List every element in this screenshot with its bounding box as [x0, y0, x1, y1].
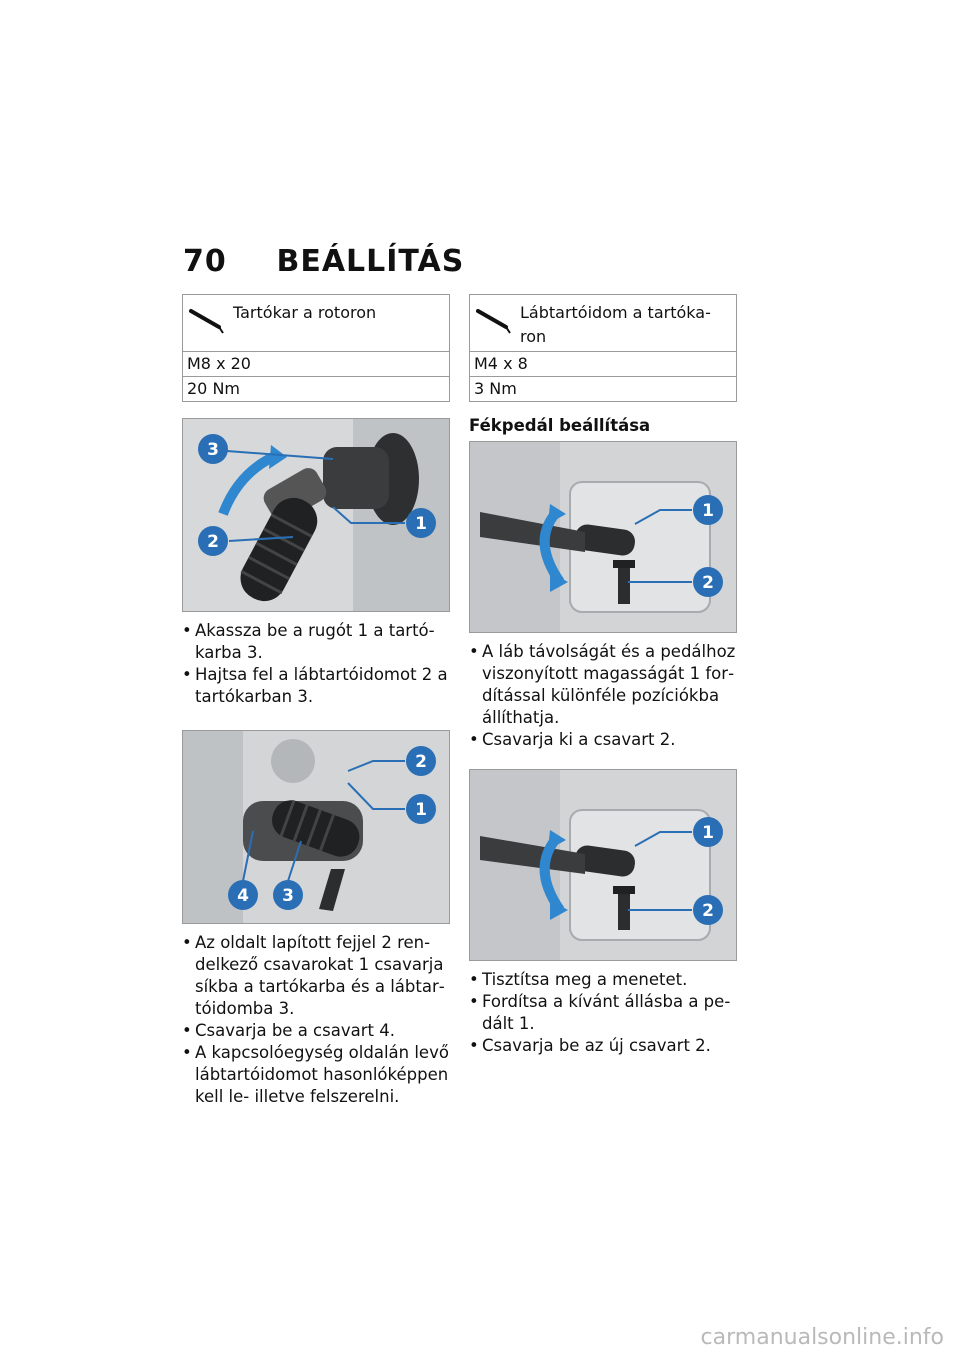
- page-header: [183, 244, 464, 279]
- callout-2: 2: [415, 752, 427, 772]
- right-column: [469, 294, 737, 1057]
- callout-3: 3: [282, 886, 294, 906]
- step-list-1: [182, 620, 450, 708]
- torque-wrench-icon: [189, 307, 229, 335]
- step-item: • Tisztítsa meg a menetet.: [469, 969, 737, 991]
- step-item: • Csavarja be az új csavart 2.: [469, 1035, 737, 1057]
- footrest-screws-figure: [182, 730, 450, 924]
- step-item: • Csavarja be a csavart 4.: [182, 1020, 450, 1042]
- spec-title-row: [470, 295, 736, 352]
- step-item: • Hajtsa fel a lábtartóidomot 2 a tartókarban 3.: [182, 664, 450, 708]
- spec-size: M4 x 8: [474, 354, 528, 373]
- callout-4: 4: [237, 886, 249, 906]
- callout-1: 1: [702, 501, 714, 521]
- step-item: • A láb távolságát és a pedálhoz viszonyított magasságát 1 fordítással különféle pozíciókba állíthatja.: [469, 641, 737, 729]
- step-item: • Fordítsa a kívánt állásba a pedált 1.: [469, 991, 737, 1035]
- spec-size: M8 x 20: [187, 354, 251, 373]
- callout-1: 1: [415, 800, 427, 820]
- step-list-3: [469, 641, 737, 751]
- spec-title: Lábtartóidom a tartókaron: [520, 303, 711, 346]
- callout-2: 2: [702, 573, 714, 593]
- brake-pedal-figure-1: [469, 441, 737, 633]
- callout-1: 1: [415, 514, 427, 534]
- brake-pedal-illustration-1: [470, 442, 736, 632]
- step-item: • Az oldalt lapított fejjel 2 rendelkező csavarokat 1 csavarja síkba a tartókarba és a lábtartóidomba 3.: [182, 932, 450, 1020]
- section-title: BEÁLLÍTÁS: [276, 244, 465, 279]
- page-number: 70: [183, 244, 227, 279]
- callout-1: 1: [702, 823, 714, 843]
- watermark: carmanualsonline.info: [700, 1325, 944, 1350]
- spec-torque: 20 Nm: [183, 376, 449, 401]
- step-list-4: [469, 969, 737, 1057]
- torque-spec-table: [469, 294, 737, 402]
- callout-2: 2: [702, 901, 714, 921]
- step-item: • Csavarja ki a csavart 2.: [469, 729, 737, 751]
- spec-title: Tartókar a rotoron: [233, 303, 377, 322]
- footrest-screws-illustration: [183, 731, 449, 923]
- left-column: [182, 294, 450, 1108]
- step-list-2: [182, 932, 450, 1108]
- torque-wrench-icon: [476, 307, 516, 335]
- footrest-spring-figure: [182, 418, 450, 612]
- step-item: • A kapcsolóegység oldalán levő lábtartóidomot hasonlóképpen kell le- illetve felszerelni.: [182, 1042, 450, 1108]
- spec-torque: 3 Nm: [470, 376, 736, 401]
- brake-pedal-illustration-2: [470, 770, 736, 960]
- torque-spec-table: [182, 294, 450, 402]
- callout-2: 2: [207, 532, 219, 552]
- spec-title-row: [183, 295, 449, 352]
- callout-3: 3: [207, 440, 219, 460]
- footrest-spring-illustration: [183, 419, 449, 611]
- brake-pedal-figure-2: [469, 769, 737, 961]
- step-item: • Akassza be a rugót 1 a tartókarba 3.: [182, 620, 450, 664]
- subsection-title: Fékpedál beállítása: [469, 416, 651, 435]
